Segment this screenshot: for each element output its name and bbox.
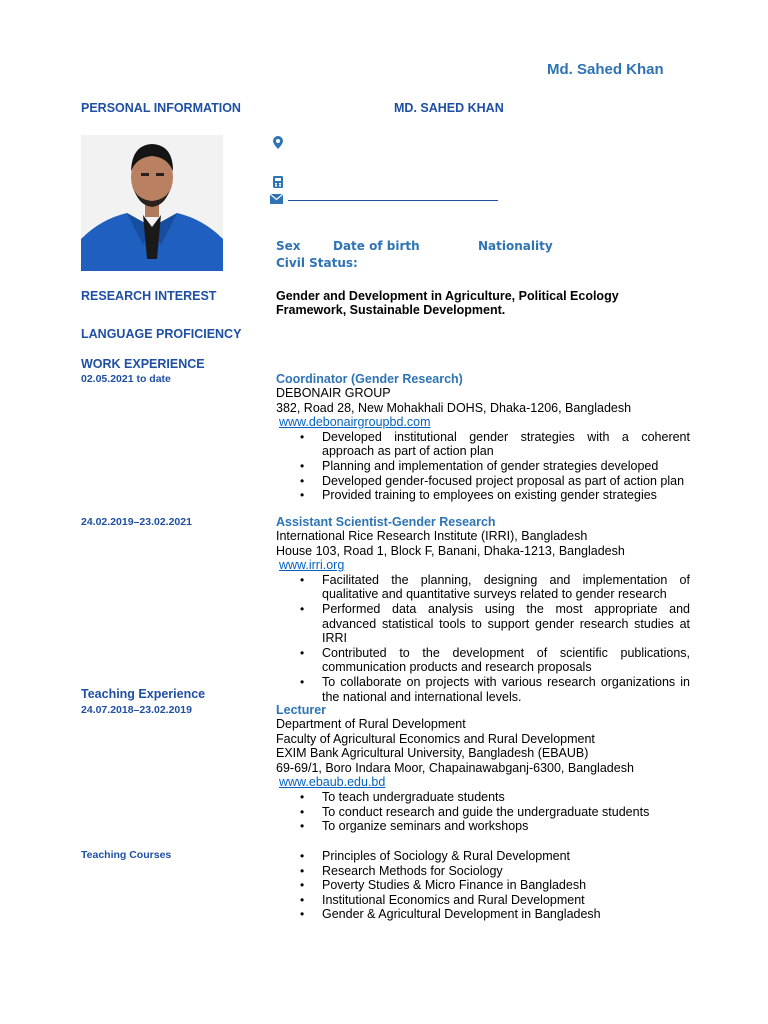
nationality-label: Nationality [478,239,553,253]
list-item: • Developed gender-focused project proposal as part of action plan [322,474,690,489]
job-faculty: Faculty of Agricultural Economics and Rural Development [276,731,595,746]
profile-photo [81,135,223,271]
header-name: Md. Sahed Khan [547,61,664,78]
job-department: Department of Rural Development [276,717,466,731]
envelope-icon [270,191,283,209]
teaching-courses-heading: Teaching Courses [81,849,172,861]
job-title: Assistant Scientist-Gender Research [276,515,496,529]
job-date: 24.07.2018–23.02.2019 [81,704,192,716]
location-pin-icon [273,136,283,154]
list-item: • Contributed to the development of scientific publications, communication products and research proposals [322,646,690,675]
job-duties-list [322,430,690,503]
personal-info-heading: PERSONAL INFORMATION [81,101,241,115]
list-item: • Planning and implementation of gender strategies developed [322,459,690,474]
list-item: • Performed data analysis using the most appropriate and advanced statistical tools to support gender research studies at IRRI [322,602,690,646]
avatar [81,135,223,271]
job-address: 382, Road 28, New Mohakhali DOHS, Dhaka-1206, Bangladesh [276,400,632,415]
list-item: • To teach undergraduate students [322,790,690,805]
job-date: 02.05.2021 to date [81,373,171,385]
research-interest-heading: RESEARCH INTEREST [81,289,217,303]
list-item: • Gender & Agricultural Development in Bangladesh [322,907,690,922]
sex-label: Sex [276,239,301,253]
list-item: • Provided training to employees on existing gender strategies [322,488,690,503]
job-org: EXIM Bank Agricultural University, Bangladesh (EBAUB) [276,746,589,761]
job-address: 69-69/1, Boro Indara Moor, Chapainawabganj-6300, Bangladesh [276,760,634,775]
courses-list [322,849,690,922]
list-item: • Poverty Studies & Micro Finance in Bangladesh [322,878,690,893]
job-website-link[interactable]: www.irri.org [279,558,345,573]
list-item: • To conduct research and guide the undergraduate students [322,805,690,820]
language-proficiency-heading: LANGUAGE PROFICIENCY [81,327,242,341]
job-org: International Rice Research Institute (IRRI), Bangladesh [276,529,588,543]
civil-status-label: Civil Status: [276,256,358,270]
list-item: • Facilitated the planning, designing and implementation of qualitative and quantitative surveys related to gender research [322,573,690,602]
email-field-underline [288,200,498,201]
list-item: • To collaborate on projects with various research organizations in the national and international levels. [322,675,690,704]
job-duties-list [322,790,690,834]
job-block [276,372,690,503]
list-item: • Principles of Sociology & Rural Development [322,849,690,864]
research-interest-text: Gender and Development in Agriculture, Political Ecology Framework, Sustainable Development. [276,289,619,317]
list-item: • Institutional Economics and Rural Development [322,893,690,908]
job-block [276,703,690,834]
job-address: House 103, Road 1, Block F, Banani, Dhaka-1213, Bangladesh [276,543,625,558]
job-org: DEBONAIR GROUP [276,386,391,400]
work-experience-heading: WORK EXPERIENCE [81,357,205,371]
job-website-link[interactable]: www.debonairgroupbd.com [279,415,431,430]
list-item: • Research Methods for Sociology [322,864,690,879]
job-duties-list [322,573,690,704]
list-item: • Developed institutional gender strategies with a coherent approach as part of action plan [322,430,690,459]
job-block [276,515,690,704]
list-item: • To organize seminars and workshops [322,819,690,834]
teaching-experience-heading: Teaching Experience [81,687,206,701]
job-website-link[interactable]: www.ebaub.edu.bd [279,775,386,790]
job-title: Coordinator (Gender Research) [276,372,463,386]
job-date: 24.02.2019–23.02.2021 [81,516,192,528]
name-caps: MD. SAHED KHAN [394,101,504,115]
dob-label: Date of birth [333,239,420,253]
job-title: Lecturer [276,703,327,717]
